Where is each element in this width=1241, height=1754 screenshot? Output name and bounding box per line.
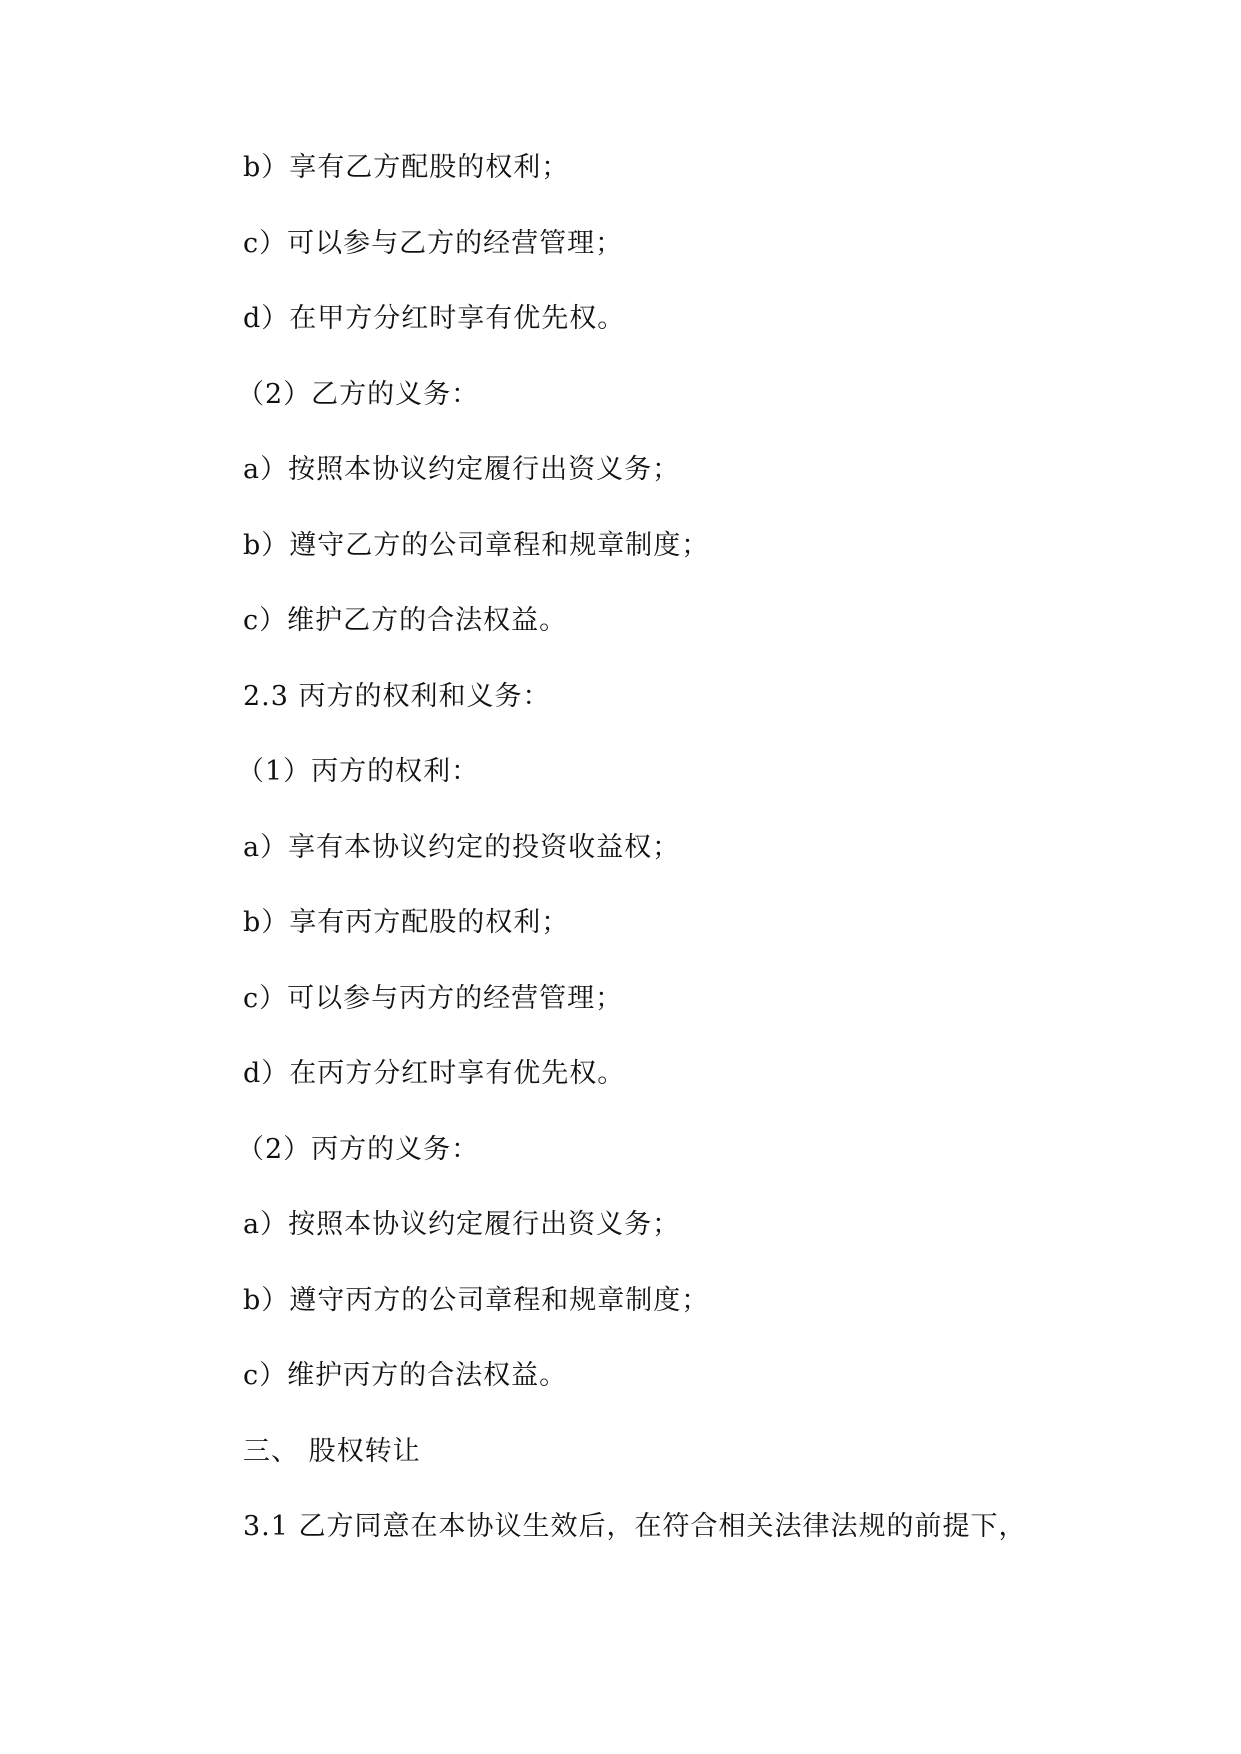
list-item-b-bing-obligations: b）遵守丙方的公司章程和规章制度；: [243, 1284, 710, 1316]
list-item-b-yi-rights: b）享有乙方配股的权利；: [243, 152, 570, 183]
subheading-bing-rights: （1）丙方的权利：: [237, 756, 480, 787]
list-item-d-bing-rights: d）在丙方分红时享有优先权。: [243, 1058, 626, 1089]
section-heading-2-3: 2.3 丙方的权利和义务：: [243, 680, 551, 712]
list-item-b-yi-obligations: b）遵守乙方的公司章程和规章制度；: [243, 529, 710, 561]
list-item-a-yi-obligations: a）按照本协议约定履行出资义务；: [243, 454, 681, 485]
list-item-c-bing-rights: c）可以参与丙方的经营管理；: [243, 982, 624, 1014]
list-item-a-bing-rights: a）享有本协议约定的投资收益权；: [243, 831, 681, 863]
document-body: [237, 144, 1063, 1579]
chapter-heading-equity-transfer: 三、 股权转让: [243, 1435, 421, 1467]
list-item-b-bing-rights: b）享有丙方配股的权利；: [243, 907, 570, 938]
list-item-c-yi-obligations: c）维护乙方的合法权益。: [243, 605, 568, 636]
subheading-yi-obligations: （2）乙方的义务：: [237, 378, 480, 410]
subheading-bing-obligations: （2）丙方的义务：: [237, 1133, 480, 1165]
list-item-a-bing-obligations: a）按照本协议约定履行出资义务；: [243, 1209, 681, 1240]
clause-3-1: 3.1 乙方同意在本协议生效后，在符合相关法律法规的前提下，: [243, 1511, 1027, 1542]
list-item-d-yi-rights: d）在甲方分红时享有优先权。: [243, 303, 626, 334]
list-item-c-bing-obligations: c）维护丙方的合法权益。: [243, 1360, 568, 1391]
list-item-c-yi-rights: c）可以参与乙方的经营管理；: [243, 227, 624, 259]
